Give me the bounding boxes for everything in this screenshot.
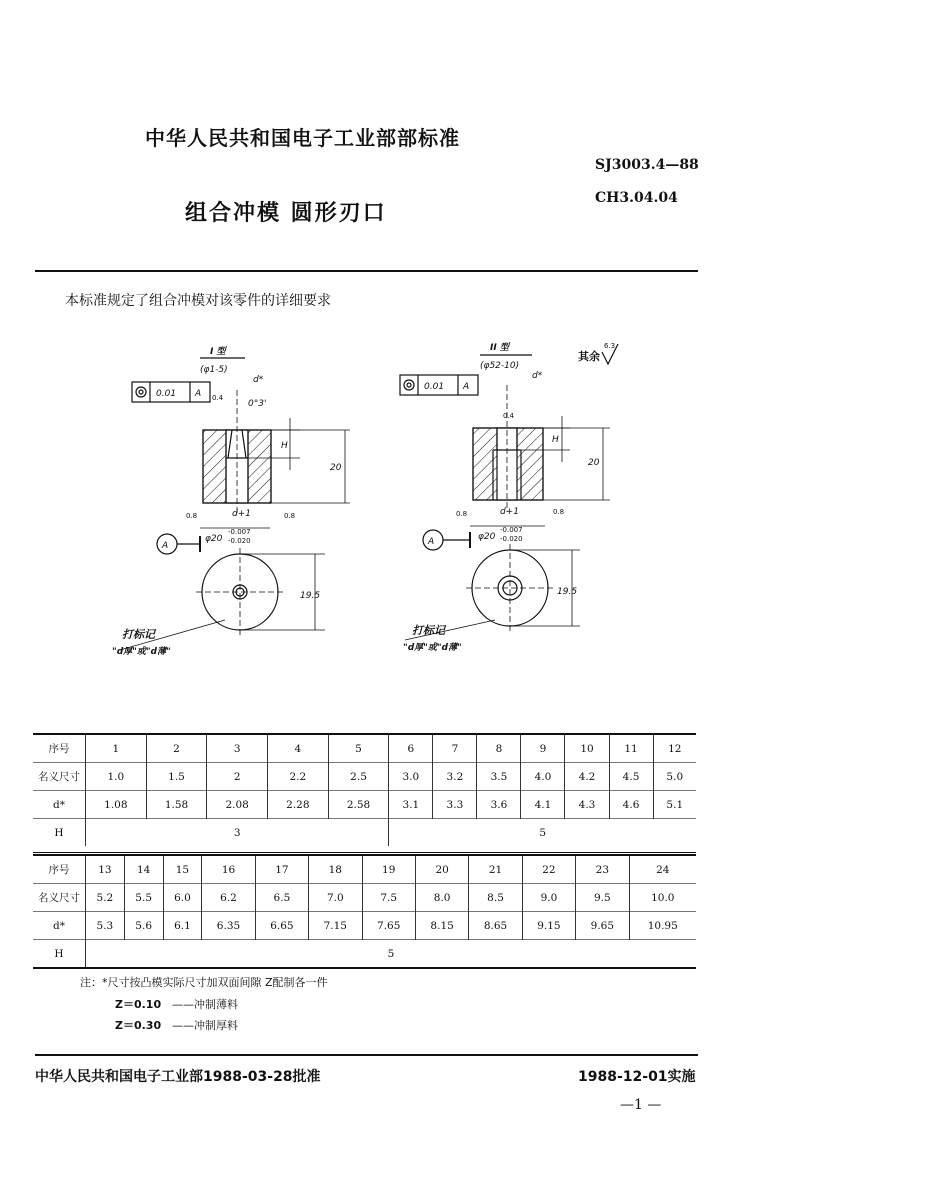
table-cell: 4.2 bbox=[565, 763, 609, 791]
table-cell: 2.2 bbox=[268, 763, 329, 791]
right-dim-195: 19.5 bbox=[557, 587, 578, 597]
issuing-organization: 中华人民共和国电子工业部部标准 bbox=[145, 126, 460, 150]
table-cell: 5 bbox=[328, 734, 389, 763]
row-label: H bbox=[54, 826, 64, 839]
left-dia-upper: -0.007 bbox=[228, 528, 251, 536]
right-range: (φ52-10) bbox=[480, 361, 520, 371]
table-cell: 18 bbox=[309, 855, 362, 884]
table-cell: 1.58 bbox=[146, 791, 207, 819]
row-label: d* bbox=[53, 798, 65, 811]
dimension-table-2 bbox=[33, 854, 696, 969]
table-cell: 4 bbox=[268, 734, 329, 763]
rest-label: 其余 bbox=[578, 350, 600, 363]
left-roughness-top: 0.4 bbox=[212, 394, 224, 402]
table-cell: 6.65 bbox=[255, 912, 308, 940]
left-dim-20: 20 bbox=[330, 463, 342, 473]
table-cell: 3.6 bbox=[477, 791, 521, 819]
table-cell: 2.28 bbox=[268, 791, 329, 819]
table-cell: 9.65 bbox=[576, 912, 629, 940]
z-value-2: Z＝0.30 bbox=[115, 1019, 162, 1032]
table-cell: 4.3 bbox=[565, 791, 609, 819]
table-cell: 13 bbox=[86, 855, 125, 884]
table-cell: 6.1 bbox=[163, 912, 202, 940]
right-type-view bbox=[400, 342, 618, 653]
table-cell: 7.0 bbox=[309, 884, 362, 912]
z-desc-1: ——冲制薄料 bbox=[172, 998, 238, 1011]
rest-roughness: 6.3 bbox=[604, 342, 616, 350]
table-cell: 3.0 bbox=[389, 763, 433, 791]
table-cell: 5.1 bbox=[653, 791, 696, 819]
right-datum: A bbox=[463, 382, 470, 392]
left-roughness-side: 0.8 bbox=[186, 512, 198, 520]
table-cell: 15 bbox=[163, 855, 202, 884]
row-label: H bbox=[54, 947, 64, 960]
table-cell: 10.0 bbox=[629, 884, 696, 912]
left-type-label: I 型 bbox=[210, 347, 226, 357]
z-desc-2: ——冲制厚料 bbox=[172, 1019, 238, 1032]
table-cell: 12 bbox=[653, 734, 696, 763]
left-datum-marker: A bbox=[162, 541, 169, 551]
table-cell: 16 bbox=[202, 855, 255, 884]
left-d-tol: d+1 bbox=[232, 509, 251, 519]
right-dia: φ20 bbox=[478, 532, 496, 542]
table-cell: 7.15 bbox=[309, 912, 362, 940]
right-type-label: II 型 bbox=[490, 343, 509, 353]
left-range: (φ1-5) bbox=[200, 365, 228, 375]
document-title: 组合冲模 圆形刃口 bbox=[185, 201, 387, 226]
table-cell: 3.1 bbox=[389, 791, 433, 819]
table-cell: 2 bbox=[146, 734, 207, 763]
table-cell: 8 bbox=[477, 734, 521, 763]
row-label: 序号 bbox=[48, 864, 70, 876]
table-cell: 7 bbox=[433, 734, 477, 763]
table-row-nominal bbox=[33, 884, 696, 912]
right-dia-upper: -0.007 bbox=[500, 526, 523, 534]
table-cell: 1.5 bbox=[146, 763, 207, 791]
footer-rule bbox=[35, 1054, 698, 1056]
table-cell: 10.95 bbox=[629, 912, 696, 940]
table-cell: 2.58 bbox=[328, 791, 389, 819]
table-cell: 3 bbox=[207, 734, 268, 763]
left-angle: 0°3' bbox=[248, 399, 267, 409]
right-mark-text: "d厚"或"d薄" bbox=[403, 643, 462, 653]
table-cell: 9.0 bbox=[522, 884, 575, 912]
table-cell: 2.5 bbox=[328, 763, 389, 791]
table-row-h bbox=[33, 940, 696, 969]
table-cell: 3.3 bbox=[433, 791, 477, 819]
table-cell: 6.2 bbox=[202, 884, 255, 912]
table-cell: 6.0 bbox=[163, 884, 202, 912]
table-cell: 17 bbox=[255, 855, 308, 884]
table-row-h bbox=[33, 819, 696, 847]
table-cell: 2.08 bbox=[207, 791, 268, 819]
table-cell: 1.0 bbox=[86, 763, 147, 791]
dimension-table-1 bbox=[33, 733, 696, 846]
right-d-tol: d+1 bbox=[500, 507, 519, 517]
left-mark-label: 打标记 bbox=[122, 628, 155, 641]
table-cell: 4.1 bbox=[521, 791, 565, 819]
table-cell: 9.15 bbox=[522, 912, 575, 940]
right-dia-lower: -0.020 bbox=[500, 535, 523, 543]
left-d-star: d* bbox=[253, 375, 264, 385]
table-cell: 7.65 bbox=[362, 912, 415, 940]
table-cell: 5.2 bbox=[86, 884, 125, 912]
right-dim-h: H bbox=[552, 435, 559, 445]
table-cell: 19 bbox=[362, 855, 415, 884]
table-cell: 5 bbox=[389, 819, 696, 847]
alt-standard-code: CH3.04.04 bbox=[595, 190, 678, 206]
table-cell: 8.0 bbox=[415, 884, 468, 912]
table-cell: 20 bbox=[415, 855, 468, 884]
table-cell: 6 bbox=[389, 734, 433, 763]
table-cell: 14 bbox=[124, 855, 163, 884]
right-roughness-side: 0.8 bbox=[456, 510, 468, 518]
table-cell: 11 bbox=[609, 734, 653, 763]
table-cell: 5.0 bbox=[653, 763, 696, 791]
left-tolerance: 0.01 bbox=[156, 389, 177, 399]
right-datum-marker: A bbox=[428, 537, 435, 547]
intro-text: 本标准规定了组合冲模对该零件的详细要求 bbox=[65, 293, 331, 309]
table-row-seq bbox=[33, 734, 696, 763]
right-dim-20: 20 bbox=[588, 458, 600, 468]
table-row-nominal bbox=[33, 763, 696, 791]
table-cell: 8.5 bbox=[469, 884, 522, 912]
table-cell: 1.08 bbox=[86, 791, 147, 819]
right-d-star: d* bbox=[532, 371, 543, 381]
table-cell: 3.5 bbox=[477, 763, 521, 791]
table-cell: 21 bbox=[469, 855, 522, 884]
table-cell: 4.0 bbox=[521, 763, 565, 791]
table-cell: 3 bbox=[86, 819, 389, 847]
right-roughness-top: 0.4 bbox=[503, 412, 515, 420]
table-cell: 9.5 bbox=[576, 884, 629, 912]
table-cell: 5.3 bbox=[86, 912, 125, 940]
right-tolerance: 0.01 bbox=[424, 382, 445, 392]
left-type-view bbox=[112, 346, 350, 657]
row-label: d* bbox=[53, 919, 65, 932]
table-cell: 24 bbox=[629, 855, 696, 884]
row-label: 名义尺寸 bbox=[38, 771, 80, 783]
table-cell: 7.5 bbox=[362, 884, 415, 912]
table-cell: 1 bbox=[86, 734, 147, 763]
note-1: 注：*尺寸按凸模实际尺寸加双面间隙 Z配制各一件 bbox=[80, 976, 328, 989]
table-cell: 23 bbox=[576, 855, 629, 884]
left-dim-h: H bbox=[281, 441, 288, 451]
table-cell: 10 bbox=[565, 734, 609, 763]
z-value-1: Z＝0.10 bbox=[115, 998, 162, 1011]
table-cell: 2 bbox=[207, 763, 268, 791]
table-cell: 3.2 bbox=[433, 763, 477, 791]
right-mark-label: 打标记 bbox=[412, 624, 445, 637]
left-mark-text: "d厚"或"d薄" bbox=[112, 647, 171, 657]
left-roughness-bottom: 0.8 bbox=[284, 512, 296, 520]
table-cell: 4.6 bbox=[609, 791, 653, 819]
table-cell: 5.6 bbox=[124, 912, 163, 940]
header-rule bbox=[35, 270, 698, 272]
table-row-d bbox=[33, 791, 696, 819]
standard-code: SJ3003.4—88 bbox=[595, 157, 699, 173]
right-roughness-bottom: 0.8 bbox=[553, 508, 565, 516]
table-divider bbox=[33, 852, 696, 853]
table-row-d bbox=[33, 912, 696, 940]
row-label: 名义尺寸 bbox=[38, 892, 80, 904]
table-cell: 22 bbox=[522, 855, 575, 884]
left-dim-195: 19.5 bbox=[300, 591, 321, 601]
approval-line: 中华人民共和国电子工业部1988-03-28批准 bbox=[35, 1069, 321, 1085]
row-label: 序号 bbox=[48, 743, 70, 755]
table-cell: 9 bbox=[521, 734, 565, 763]
left-dia: φ20 bbox=[205, 534, 223, 544]
table-cell: 5.5 bbox=[124, 884, 163, 912]
table-cell: 8.65 bbox=[469, 912, 522, 940]
table-cell: 6.35 bbox=[202, 912, 255, 940]
table-cell: 4.5 bbox=[609, 763, 653, 791]
left-dia-lower: -0.020 bbox=[228, 537, 251, 545]
implementation-date: 1988-12-01实施 bbox=[578, 1069, 696, 1085]
table-cell: 8.15 bbox=[415, 912, 468, 940]
engineering-drawing bbox=[0, 330, 720, 670]
page-number: —1 — bbox=[620, 1097, 662, 1113]
table-row-seq bbox=[33, 855, 696, 884]
table-cell: 5 bbox=[86, 940, 697, 969]
table-cell: 6.5 bbox=[255, 884, 308, 912]
left-datum: A bbox=[195, 389, 202, 399]
